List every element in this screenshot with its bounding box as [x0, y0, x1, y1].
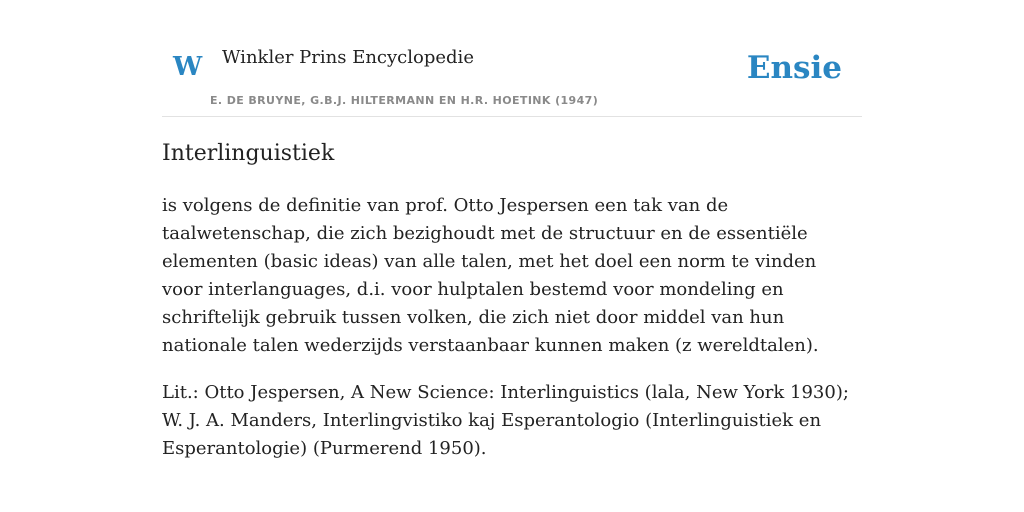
winkler-prins-logo-icon[interactable]: W: [173, 52, 203, 82]
site-header: [162, 40, 862, 117]
article: [162, 138, 862, 463]
ensie-logo[interactable]: Ensie: [746, 50, 842, 86]
page-title: Interlinguistiek: [162, 141, 335, 166]
site-title[interactable]: Winkler Prins Encyclopedie: [222, 47, 474, 68]
definition-paragraph: is volgens de definitie van prof. Otto Jespersen een tak van de taalwetenschap, die zich bezighoudt met de structuur en de essentiële elementen (basic ideas) van alle talen, met het doel een norm te vinden voor interlanguages, d.i. voor hulptalen bestemd voor mondeling en schriftelijk gebruik tussen volken, die zich niet door middel van hun nationale talen wederzijds verstaanbaar kunnen maken (z wereldtalen).: [162, 195, 819, 356]
literature-paragraph: Lit.: Otto Jespersen, A New Science: Interlinguistics (lala, New York 1930); W. J. A. Manders, Interlingvistiko kaj Esperantologio (Interlinguistiek en Esperantologie) (Purmerend 1950).: [162, 382, 849, 459]
byline: E. DE BRUYNE, G.B.J. HILTERMANN EN H.R. HOETINK (1947): [210, 94, 599, 107]
